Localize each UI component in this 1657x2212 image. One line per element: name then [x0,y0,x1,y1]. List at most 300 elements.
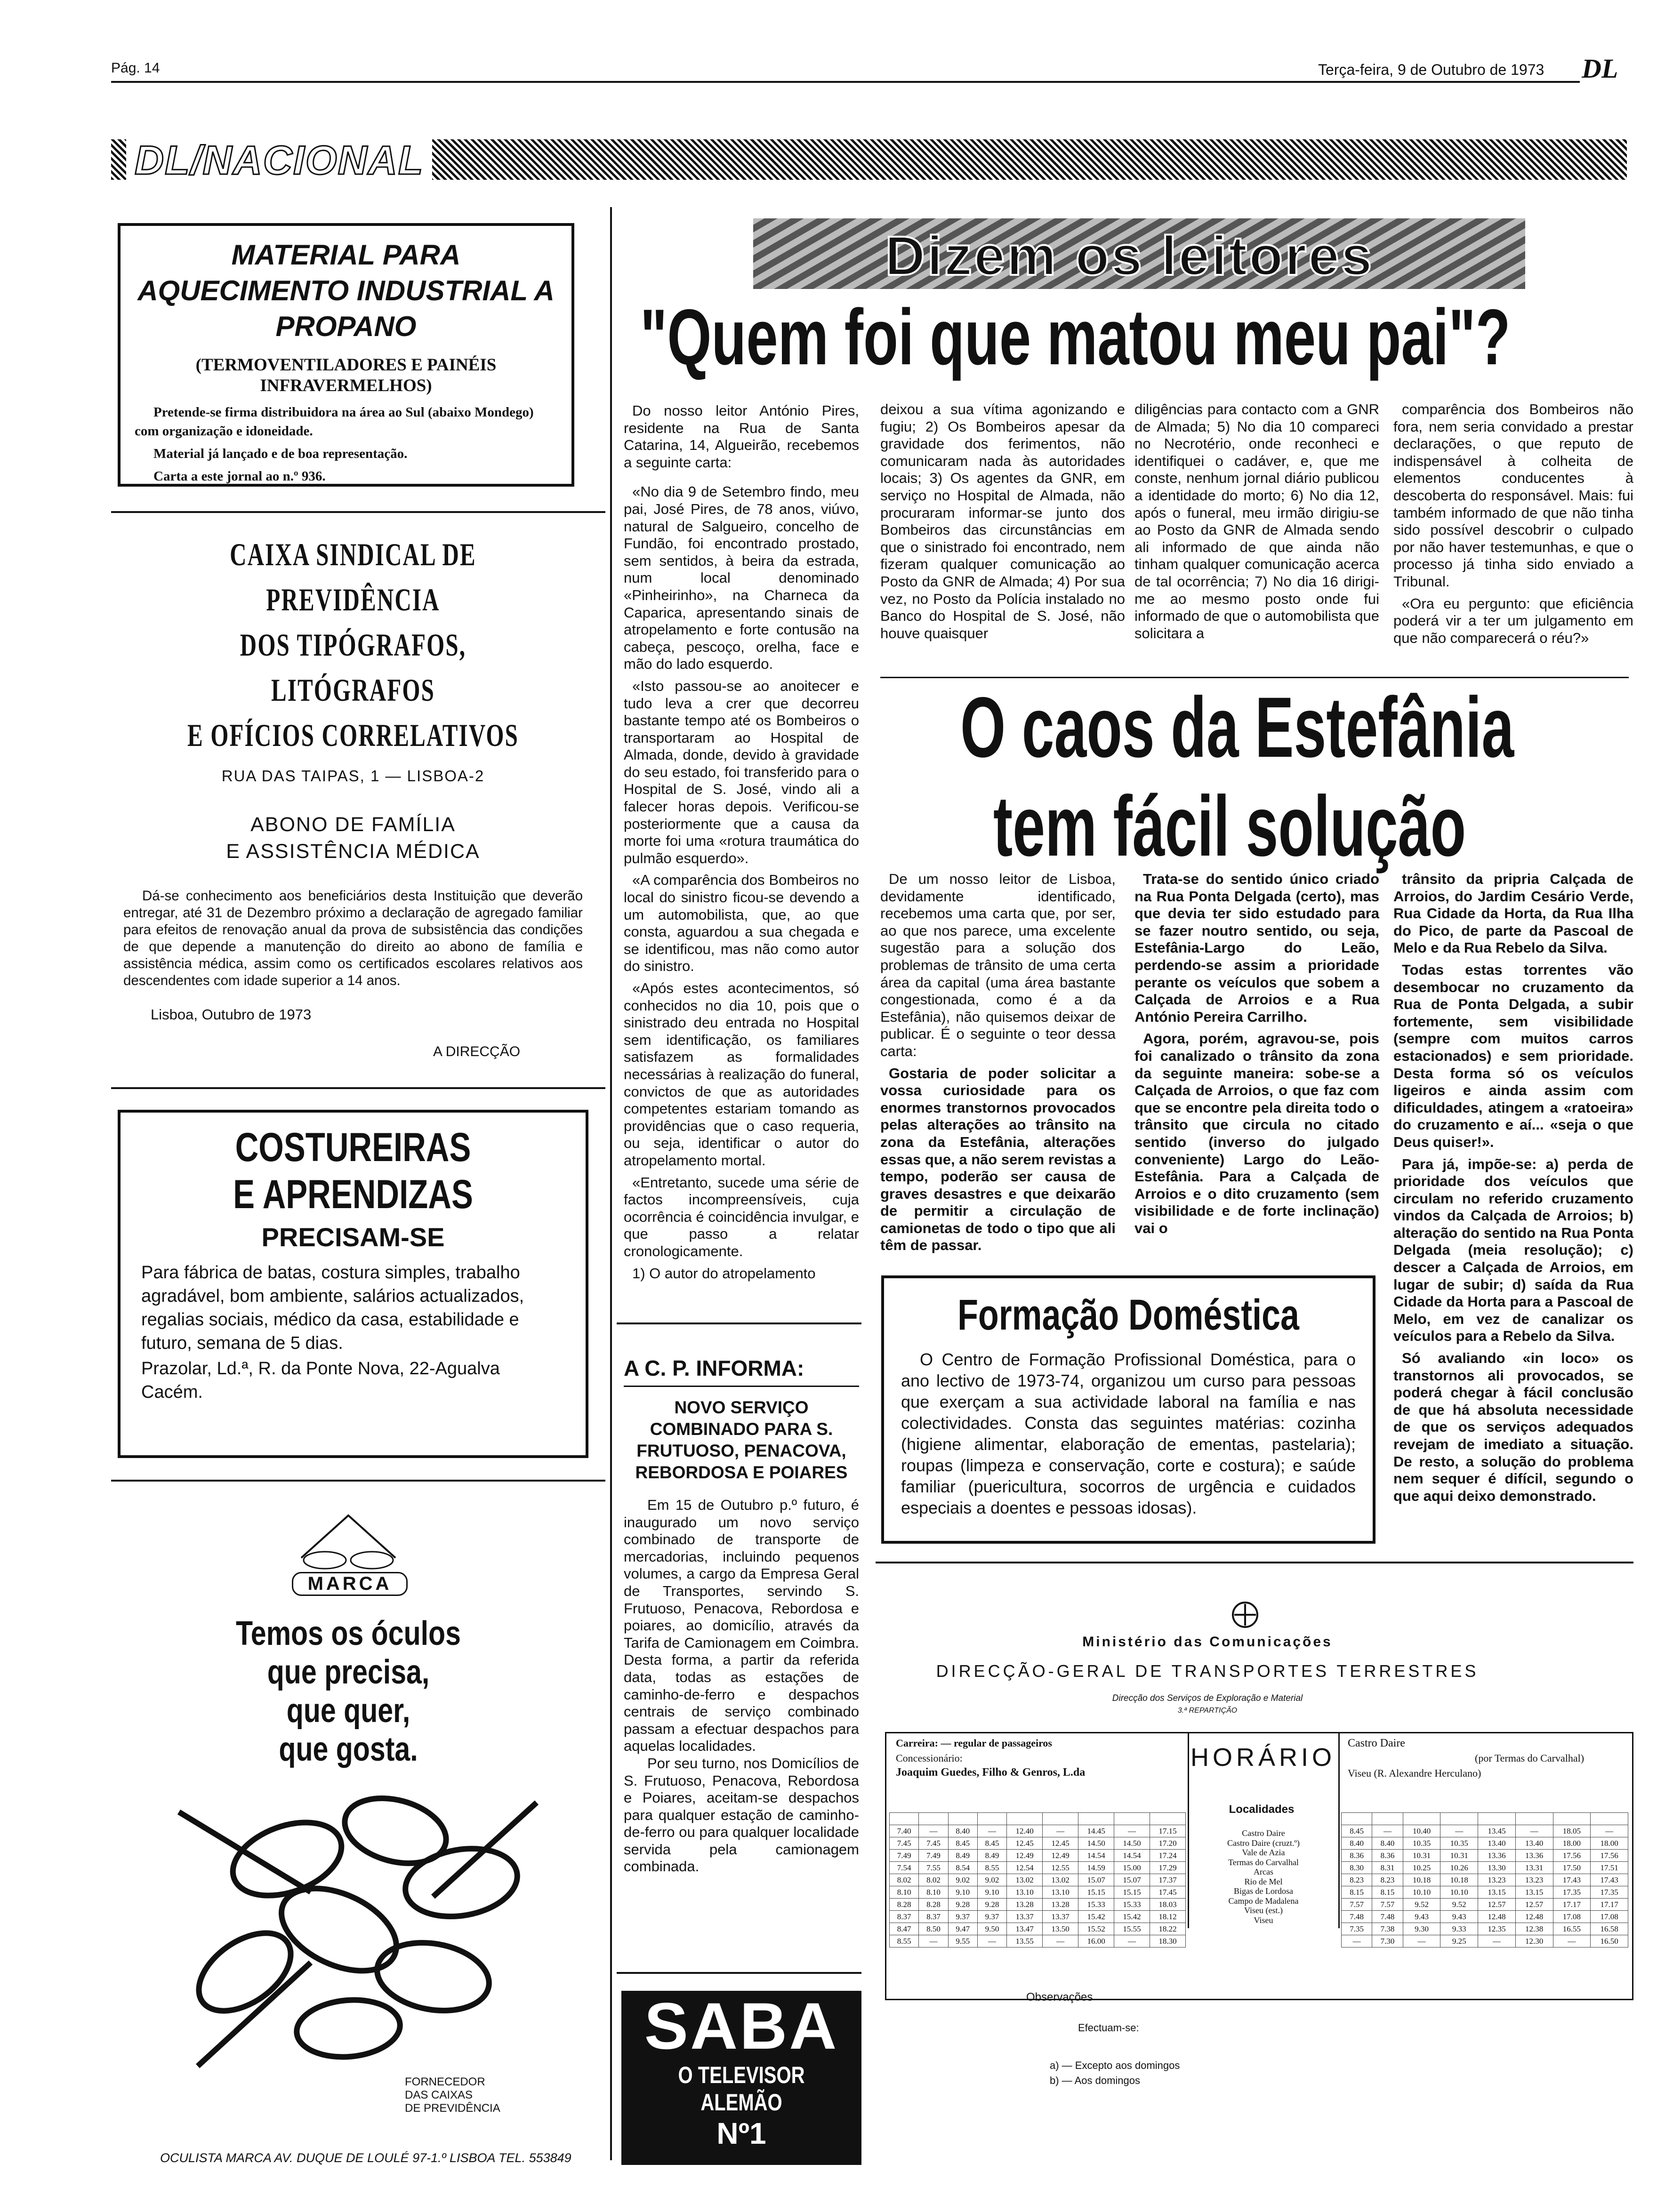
timetable-cell: 18.00 [1591,1837,1628,1850]
timetable-header-cell [1114,1813,1150,1825]
timetable-cell: 7.49 [919,1850,948,1862]
timetable-cell: 13.02 [1007,1874,1043,1886]
divider [111,1480,605,1482]
timetable-cell: — [1440,1825,1478,1837]
timetable-cell: 13.31 [1515,1862,1553,1874]
timetable-cell: 8.49 [948,1850,977,1862]
timetable-cell: 17.08 [1591,1911,1628,1923]
timetable-cell: 12.49 [1007,1850,1043,1862]
divider [111,511,605,513]
timetable-cell: 13.50 [1043,1923,1078,1935]
timetable-row [1342,1886,1628,1899]
timetable-cell: 7.40 [890,1825,919,1837]
timetable-cell: 15.07 [1114,1874,1150,1886]
timetable-cell: — [1043,1825,1078,1837]
timetable-cell: 15.33 [1078,1899,1114,1911]
timetable-cell: 7.45 [890,1837,919,1850]
timetable-cell: 10.31 [1440,1850,1478,1862]
timetable-cell: — [1114,1825,1150,1837]
cp-notice [624,1355,859,1875]
timetable-cell: 8.02 [919,1874,948,1886]
timetable-cell: 17.51 [1591,1862,1628,1874]
formacao-box [881,1275,1375,1544]
timetable-localidades [1190,1828,1336,1925]
timetable-cell: 12.45 [1043,1837,1078,1850]
timetable-cell: 9.10 [948,1886,977,1899]
timetable-cell: 9.28 [977,1899,1006,1911]
timetable-cell: 9.33 [1440,1923,1478,1935]
timetable-cell: 8.40 [948,1825,977,1837]
timetable-cell: 8.55 [890,1935,919,1948]
timetable-cell: 13.15 [1478,1886,1516,1899]
caixa-title-3: E OFÍCIOS CORRELATIVOS [187,717,519,753]
timetable-cell: 7.30 [1372,1935,1403,1948]
timetable-cell: 9.50 [977,1923,1006,1935]
timetable-row [890,1862,1186,1874]
ad-costureiras [118,1110,588,1458]
timetable-cell: 12.38 [1515,1923,1553,1935]
timetable-header-cell [1403,1813,1440,1825]
timetable-localidade: Bigas de Lordosa [1234,1886,1293,1896]
timetable-cell: 8.49 [977,1850,1006,1862]
caixa-title-1: CAIXA SINDICAL DE PREVIDÊNCIA [230,537,476,617]
timetable-cell: 9.43 [1440,1911,1478,1923]
caixa-sub-2: E ASSISTÊNCIA MÉDICA [226,840,480,863]
ad-propano [118,223,574,487]
timetable-localidade: Termas do Carvalhal [1228,1857,1299,1867]
timetable-row [890,1874,1186,1886]
timetable-cell: — [1553,1935,1591,1948]
leitores-col-1 [624,402,859,1287]
timetable-cell: 13.45 [1478,1825,1516,1837]
timetable [885,1732,1633,2000]
divider [617,1322,861,1324]
newspaper-logo: DL [1582,53,1618,84]
marca-supplier-3: DE PREVIDÊNCIA [405,2102,500,2115]
timetable-cell: 18.00 [1553,1837,1591,1850]
timetable-cell: — [1478,1935,1516,1948]
timetable-note-b: b) — Aos domingos [1050,2075,1140,2086]
timetable-localidade: Castro Daire [1242,1828,1285,1838]
timetable-cell: 7.38 [1372,1923,1403,1935]
timetable-cell: 10.35 [1440,1837,1478,1850]
ad-saba [621,1991,861,2165]
timetable-cell: 18.30 [1150,1935,1186,1948]
timetable-cell: 17.17 [1591,1899,1628,1911]
timetable-header-cell [977,1813,1006,1825]
timetable-localidades-label: Localidades [1229,1803,1295,1816]
cp-subtitle: NOVO SERVIÇO COMBINADO PARA S. FRUTUOSO, PENACOVA, REBORDOSA E POIARES [635,1398,848,1482]
ministry-dept: DIRECÇÃO-GERAL DE TRANSPORTES TERRESTRES [936,1661,1479,1681]
timetable-cell: 13.47 [1007,1923,1043,1935]
ad-propano-title: MATERIAL PARA AQUECIMENTO INDUSTRIAL A PROPANO [137,239,555,342]
estefania-col-2a: Trata-se do sentido único criado na Rua Ponta Delgada (certo), mas que devia ter sido estudado para se fazer noutro sentido, ou seja, Estefânia-Largo do Leão, perdendo-se assim a prioridade perante os veículos que sobem a Calçada de Arroios e a Rua António Pereira Carrilho. [1134,871,1379,1025]
timetable-cell: — [1591,1825,1628,1837]
timetable-cell: 10.31 [1403,1850,1440,1862]
leitores-p3: «A comparência dos Bombeiros no local do sinistro ficou-se devendo a um automobilista, que, ao que consta, aguardou a sua chegada e se identificou, mas não como autor do sinistro. [624,872,859,975]
timetable-cell: 17.45 [1150,1886,1186,1899]
timetable-row [890,1935,1186,1948]
costureiras-title-2: E APRENDIZAS [233,1172,473,1217]
divider [876,1562,1633,1563]
timetable-row [890,1837,1186,1850]
marca-slogan-1: Temos os óculos [236,1615,461,1652]
estefania-col-3a: trânsito da pripria Calçada de Arroios, do Jardim Cesário Verde, Rua Cidade da Horta, da Rua Ilha do Pico, de parte da Pascoal de Melo e da Rua Rebelo da Silva. [1393,871,1633,956]
saba-line-2: Nº1 [716,2116,766,2150]
glasses-logo-icon [292,1511,405,1572]
timetable-cell: 17.43 [1591,1874,1628,1886]
timetable-cell: 13.28 [1043,1899,1078,1911]
timetable-cell: 8.30 [1342,1862,1372,1874]
timetable-cell: 9.52 [1403,1899,1440,1911]
timetable-row [890,1825,1186,1837]
estefania-col-3 [1393,871,1633,1509]
timetable-cell: 7.48 [1372,1911,1403,1923]
estefania-col-2b: Agora, porém, agravou-se, pois foi canalizado o trânsito da zona da seguinte maneira: sobe-se a Calçada de Arroios, o que faz com que se encontre pela direita todo o trânsito que circula no citado sentido (inverso do julgado conveniente) Largo do Leão-Estefânia. Para a Calçada de Arroios e o dito cruzamento (sem visibilidade e de forte inclinação) vai o [1134,1030,1379,1236]
timetable-cell: 12.35 [1478,1923,1516,1935]
timetable-cell: 9.10 [977,1886,1006,1899]
timetable-cell: 8.54 [948,1862,977,1874]
timetable-dest: Castro Daire [1348,1737,1405,1749]
timetable-cell: 16.50 [1591,1935,1628,1948]
cp-p1: Em 15 de Outubro p.º futuro, é inaugurado um novo serviço combinado de transporte de mercadorias, incluindo pequenos volumes, a cargo da Empresa Geral de Transportes, servindo S. Frutuoso, Penacova, Rebordosa e poiares, ao domicílio, através da Tarifa de Camionagem em Coimbra. Desta forma, a partir da referida data, todas as estações de caminho-de-ferro e despachos centrais de serviço combinado passam a efectuar despachos para aquelas localidades. [624,1497,859,1755]
section-banner-label: DL/NACIONAL [126,137,432,184]
timetable-cell: 12.45 [1007,1837,1043,1850]
timetable-cell: 17.29 [1150,1862,1186,1874]
costureiras-title-1: COSTUREIRAS [235,1125,471,1170]
timetable-cell: 17.35 [1591,1886,1628,1899]
timetable-row [1342,1825,1628,1837]
timetable-localidade: Campo de Madalena [1228,1896,1299,1906]
timetable-cell: 13.23 [1478,1874,1516,1886]
timetable-cell: — [1372,1825,1403,1837]
timetable-header-cell [948,1813,977,1825]
leitores-p2: «Isto passou-se ao anoitecer e tudo leva a crer que decorreu bastante tempo até os Bombeiros o transportaram ao Hospital de Almada, donde, devido à gravidade do seu estado, foi transferido para o Hospital de S. José, vindo ali a falecer horas depois. Verificou-se posteriormente que a causa da morte foi uma «rotura traumática do pulmão esquerdo». [624,677,859,866]
timetable-cell: 13.30 [1478,1862,1516,1874]
timetable-cell: 17.37 [1150,1874,1186,1886]
leitores-p5: «Entretanto, sucede uma série de factos incompreensíveis, cuja ocorrência é coincidência invulgar, e que passo a relatar cronologicamente. [624,1174,859,1259]
costureiras-sub: PRECISAM-SE [261,1222,445,1252]
timetable-header-cell [1591,1813,1628,1825]
timetable-cell: 8.47 [890,1923,919,1935]
timetable-cell: 15.42 [1078,1911,1114,1923]
caixa-address: RUA DAS TAIPAS, 1 — LISBOA-2 [221,767,485,785]
marca-slogan-2: que precisa, [267,1653,430,1691]
timetable-cell: 10.18 [1403,1874,1440,1886]
ministry-rep: 3.ª REPARTIÇÃO [1177,1707,1238,1715]
saba-line-1: O TELEVISOR ALEMÃO [678,2062,805,2116]
timetable-header-cell [1515,1813,1553,1825]
timetable-cell: 8.10 [890,1886,919,1899]
timetable-cell: 9.02 [977,1874,1006,1886]
timetable-cell: 12.48 [1515,1911,1553,1923]
timetable-cell: 13.40 [1478,1837,1516,1850]
page-number: Pág. 14 [111,60,160,76]
timetable-cell: 9.43 [1403,1911,1440,1923]
timetable-cell: 8.28 [890,1899,919,1911]
timetable-cell: 13.10 [1007,1886,1043,1899]
timetable-row [890,1899,1186,1911]
timetable-cell: 15.55 [1114,1923,1150,1935]
divider [617,1972,861,1974]
timetable-dest-3: Viseu (R. Alexandre Herculano) [1348,1767,1481,1779]
timetable-cell: 7.49 [890,1850,919,1862]
marca-slogan-4: que gosta. [279,1731,418,1768]
timetable-cell: 15.07 [1078,1874,1114,1886]
timetable-row [1342,1935,1628,1948]
estefania-col-1b: Gostaria de poder solicitar a vossa curiosidade para os enormes transtornos provocados pelas alterações ao trânsito na zona da Estefânia, alterações essas que, a não serem revistas a tempo, poderão ser causa de graves desastres e que deixarão de permitir a circulação de camionetas de todo o tipo que ali têm de passar. [880,1065,1116,1254]
estefania-col-1 [880,871,1116,1259]
timetable-cell: 9.28 [948,1899,977,1911]
timetable-cell: 13.36 [1515,1850,1553,1862]
timetable-cell: 17.24 [1150,1850,1186,1862]
timetable-cell: 15.33 [1114,1899,1150,1911]
ad-propano-subtitle: (TERMOVENTILADORES E PAINÉIS INFRAVERMELHOS) [195,355,497,395]
timetable-cell: 8.10 [919,1886,948,1899]
timetable-cell: 14.45 [1078,1825,1114,1837]
timetable-cell: 7.54 [890,1862,919,1874]
marca-footer: OCULISTA MARCA AV. DUQUE DE LOULÉ 97-1.º LISBOA TEL. 553849 [160,2151,571,2165]
divider [1338,1733,1340,1928]
caixa-sign: A DIRECÇÃO [433,1044,521,1059]
timetable-cell: 10.40 [1403,1825,1440,1837]
timetable-cell: 17.50 [1553,1862,1591,1874]
header-rule [111,81,1580,83]
timetable-cell: 9.30 [1403,1923,1440,1935]
timetable-cell: — [1114,1935,1150,1948]
ministry-name: Ministério das Comunicações [1082,1634,1333,1650]
estefania-headline-2: tem fácil solução [993,778,1466,874]
timetable-cell: — [919,1935,948,1948]
timetable-cell: 14.54 [1078,1850,1114,1862]
timetable-cell: 18.05 [1553,1825,1591,1837]
estefania-headline-1: O caos da Estefânia [960,679,1514,775]
estefania-col-3d: Só avaliando «in loco» os transtornos ali provocados, se poderá chegar à fácil conclusão de que há absoluta necessidade de que os serviços adequados revejam de imediato a situação. De resto, a solução do problema nem sequer é difícil, segundo o que aqui deixo demonstrado. [1393,1350,1633,1504]
timetable-cell: 16.00 [1078,1935,1114,1948]
divider [624,1386,859,1387]
timetable-cell: 8.40 [1372,1837,1403,1850]
timetable-cell: 17.20 [1150,1837,1186,1850]
page-date: Terça-feira, 9 de Outubro de 1973 [1318,61,1544,78]
timetable-header-cell [1478,1813,1516,1825]
saba-brand: SABA [644,1989,839,2063]
timetable-cell: 7.35 [1342,1923,1372,1935]
timetable-localidade: Arcas [1254,1867,1273,1876]
timetable-cell: 10.25 [1403,1862,1440,1874]
timetable-localidade: Viseu [1254,1915,1273,1925]
leitores-p6: 1) O autor do atropelamento [632,1265,816,1282]
divider [1188,1733,1189,1928]
marca-supplier-2: DAS CAIXAS [405,2089,473,2101]
timetable-cell: — [977,1825,1006,1837]
timetable-cell: 9.55 [948,1935,977,1948]
timetable-left [889,1812,1186,1948]
timetable-row [1342,1837,1628,1850]
timetable-cell: 8.37 [890,1911,919,1923]
divider [111,1087,605,1089]
timetable-row [1342,1874,1628,1886]
leitores-intro: Do nosso leitor António Pires, residente na Rua de Santa Catarina, 14, Algueirão, recebemos a seguinte carta: [624,402,859,471]
timetable-cell: 14.50 [1114,1837,1150,1850]
timetable-header-cell [1007,1813,1043,1825]
timetable-cell: 13.36 [1478,1850,1516,1862]
ad-marca [141,1492,584,2165]
glasses-pile-image [169,1774,555,2076]
timetable-cell: 10.10 [1440,1886,1478,1899]
timetable-cell: 17.35 [1553,1886,1591,1899]
timetable-cell: 15.00 [1114,1862,1150,1874]
cp-title: A C. P. INFORMA: [624,1356,804,1380]
timetable-cell: 12.40 [1007,1825,1043,1837]
timetable-localidade: Rio de Mel [1244,1876,1283,1886]
timetable-cell: 17.17 [1553,1899,1591,1911]
timetable-cell: 10.26 [1440,1862,1478,1874]
estefania-col-3c: Para já, impõe-se: a) perda de prioridade dos veículos que circulam no referido cruzamento vindos da Calçada de Arroios; b) alteração do sentido na Rua Ponta Delgada (meia resolução); c) descer a Calçada de Arroios, em lugar de subir; d) saída da Rua Cidade da Horta para a Pascoal de Melo, em vez de canalizar os veículos para a Rebelo da Silva. [1393,1155,1633,1345]
ad-propano-line3: Carta a este jornal ao n.º 936. [153,469,326,484]
ministry-sub: Direcção dos Serviços de Exploração e Material [1112,1693,1303,1703]
timetable-cell: 17.08 [1553,1911,1591,1923]
timetable-cell: 8.45 [948,1837,977,1850]
timetable-cell: 9.52 [1440,1899,1478,1911]
timetable-cell: 13.37 [1007,1911,1043,1923]
timetable-cell: 12.57 [1515,1899,1553,1911]
leitores-col-3: diligências para contacto com a GNR de Almada; 5) No dia 10 compareci no Necrotério, onde reconheci e identifiquei o cadáver, e, que me conste, nenhum jornal diário publicou a identidade do morto; 6) No dia 12, após o funeral, meu irmão dirigiu-se ao Posto da GNR de Almada sendo ali informado de que ainda não tinham qualquer comunicação acerca de tal ocorrência; 7) No dia 16 dirigi-me ao mesmo posto onde fui informado de que o automobilista que solicitara a [1134,401,1379,641]
timetable-header-row [890,1813,1186,1825]
timetable-cell: 13.10 [1043,1886,1078,1899]
timetable-row [1342,1850,1628,1862]
timetable-cell: 12.55 [1043,1862,1078,1874]
timetable-cell: — [1515,1825,1553,1837]
timetable-cell: 13.28 [1007,1899,1043,1911]
timetable-cell: 8.50 [919,1923,948,1935]
cp-p2: Por seu turno, nos Domicílios de S. Frutuoso, Penacova, Rebordosa e Poiares, aceitam-se despachos para qualquer estação de caminho-de-ferro ou para qualquer localidade servida pela camionagem combinada. [624,1755,859,1875]
formacao-body: O Centro de Formação Profissional Doméstica, para o ano lectivo de 1973-74, organizou um curso para pessoas que exerçam a sua actividade laboral na família e nas colectividades. Consta das seguintes matérias: cozinha (higiene alimentar, elaboração de ementas, pastelaria); roupas (limpeza e conservação, corte e costura); e saúde familiar (puericultura, socorros de urgência e cuidados especiais a doentes e pessoas idosas). [901,1350,1356,1517]
timetable-row [890,1911,1186,1923]
timetable-cell: 12.54 [1007,1862,1043,1874]
timetable-cell: 8.23 [1342,1874,1372,1886]
timetable-row [890,1850,1186,1862]
leitores-col-2: deixou a sua vítima agonizando e fugiu; 2) Os Bombeiros apesar da gravidade dos ferimentos, não comunicaram nada às autoridades locais; 3) Os agentes da GNR, em serviço no Hospital de Almada, não procuraram informar-se junto dos Bombeiros das circunstâncias em que o sinistrado foi encontrado, nem fizeram qualquer comunicação ao Posto da GNR de Almada; 4) Por sua vez, no Posto da Polícia instalado no Banco do Hospital de S. José, não houve quaisquer [880,401,1125,641]
timetable-row [890,1923,1186,1935]
timetable-cell: 18.03 [1150,1899,1186,1911]
timetable-header-cell [1440,1813,1478,1825]
timetable-cell: 8.40 [1342,1837,1372,1850]
timetable-cell: 15.52 [1078,1923,1114,1935]
timetable-cell: 17.56 [1553,1850,1591,1862]
costureiras-contact: Prazolar, Ld.ª, R. da Ponte Nova, 22-Agualva Cacém. [141,1359,500,1402]
timetable-cell: 8.36 [1372,1850,1403,1862]
timetable-cell: 9.47 [948,1923,977,1935]
timetable-cell: 7.45 [919,1837,948,1850]
timetable-cell: 8.31 [1372,1862,1403,1874]
timetable-cell: 13.02 [1043,1874,1078,1886]
coat-of-arms-icon [1229,1598,1262,1631]
timetable-cell: 14.54 [1114,1850,1150,1862]
timetable-cell: 12.30 [1515,1935,1553,1948]
timetable-cell: 7.55 [919,1862,948,1874]
timetable-localidade: Viseu (est.) [1244,1906,1283,1915]
timetable-cell: 13.23 [1515,1874,1553,1886]
timetable-cell: 15.42 [1114,1911,1150,1923]
leitores-p4: «Após estes acontecimentos, só conhecidos no dia 10, pois que o sinistrado deu entrada no Hospital sem identificação, os familiares satisfazem as formalidades necessárias à realização do funeral, convictos de que as autoridades competentes estariam tomando as providências que o caso requeria, ou seja, identificar o autor do atropelamento mortal. [624,980,859,1169]
timetable-row [1342,1899,1628,1911]
timetable-row [1342,1911,1628,1923]
timetable-cell: 15.15 [1114,1886,1150,1899]
timetable-cell: 7.48 [1342,1911,1372,1923]
leitores-col-4 [1393,401,1633,651]
timetable-cell: 9.25 [1440,1935,1478,1948]
caixa-place-date: Lisboa, Outubro de 1973 [151,1006,312,1023]
timetable-concessionario: Concessionário: [896,1752,963,1764]
timetable-cell: 10.18 [1440,1874,1478,1886]
costureiras-body: Para fábrica de batas, costura simples, trabalho agradável, bom ambiente, salários actualizados, regalias sociais, médico da casa, estabilidade e futuro, semana de 5 dias. [141,1263,524,1353]
timetable-cell: 12.57 [1478,1899,1516,1911]
timetable-cell: 13.37 [1043,1911,1078,1923]
timetable-cell: 8.37 [919,1911,948,1923]
timetable-obs: Observações [1026,1991,1093,2004]
timetable-cell: — [1342,1935,1372,1948]
timetable-cell: 16.55 [1553,1923,1591,1935]
timetable-cell: 8.15 [1342,1886,1372,1899]
caixa-title-2: DOS TIPÓGRAFOS, LITÓGRAFOS [240,627,467,708]
timetable-header-cell [1342,1813,1372,1825]
timetable-cell: 18.12 [1150,1911,1186,1923]
column-rule [610,207,612,2160]
timetable-cell: 8.55 [977,1862,1006,1874]
timetable-header-row [1342,1813,1628,1825]
leitores-col-4a: comparência dos Bombeiros não fora, nem seria convidado a prestar declarações, o que reputo de indispensável à colheita de elementos conducentes à descoberta do responsável. Mais: fui também informado de que não tinha sido possível descobrir o culpado por não haver testemunhas, e que o processo já tinha sido enviado a Tribunal. [1393,401,1633,590]
ad-propano-line2: Material já lançado e de boa representação. [153,446,408,461]
timetable-header-cell [1553,1813,1591,1825]
timetable-cell: 8.28 [919,1899,948,1911]
timetable-header-cell [1150,1813,1186,1825]
timetable-localidade: Vale de Azia [1242,1848,1285,1857]
timetable-header-cell [919,1813,948,1825]
marca-brand: MARCA [292,1572,408,1596]
leitores-headline: "Quem foi que matou meu pai"? [640,293,1511,381]
leitores-kicker: Dizem os leitores [885,225,1374,287]
timetable-cell: 8.45 [1342,1825,1372,1837]
timetable-cell: 12.49 [1043,1850,1078,1862]
estefania-col-2 [1134,871,1379,1242]
marca-slogan-3: que quer, [286,1692,410,1730]
timetable-cell: 13.15 [1515,1886,1553,1899]
formacao-title: Formação Doméstica [957,1291,1299,1339]
timetable-row [1342,1923,1628,1935]
timetable-cell: 14.59 [1078,1862,1114,1874]
timetable-cell: 9.37 [977,1911,1006,1923]
timetable-efect: Efectuam-se: [1078,2022,1139,2034]
estefania-col-1a: De um nosso leitor de Lisboa, devidamente identificado, recebemos uma carta que, por ser, ao que nos parece, uma excelente sugestão para a solução dos problemas de trânsito de uma certa área da capital (uma área bastante congestionada, como é a da Estefânia), não quisemos deixar de publicar. É o seguinte o teor dessa carta: [880,871,1116,1059]
timetable-cell: 8.15 [1372,1886,1403,1899]
timetable-cell: 16.58 [1591,1923,1628,1935]
timetable-localidade: Castro Daire (cruzt.º) [1227,1838,1300,1848]
timetable-cell: 10.35 [1403,1837,1440,1850]
timetable-cell: 17.43 [1553,1874,1591,1886]
timetable-cell: — [1043,1935,1078,1948]
caixa-body: Dá-se conhecimento aos beneficiários desta Instituição que deverão entregar, até 31 de Dezembro próximo a declaração de agregado familiar para efeitos de renovação anual da prova de subsistência das condições de que depende a manutenção do direito ao abono de família e assistência médica, assim como os certificados escolares relativos aos descendentes com idade superior a 14 anos. [123,888,583,988]
timetable-cell: 8.02 [890,1874,919,1886]
timetable-cell: 13.55 [1007,1935,1043,1948]
caixa-sub-1: ABONO DE FAMÍLIA [250,813,456,836]
timetable-cell: 14.50 [1078,1837,1114,1850]
caixa-notice [118,532,588,1059]
timetable-cell: 12.48 [1478,1911,1516,1923]
timetable-cell: 8.36 [1342,1850,1372,1862]
timetable-cell: 18.22 [1150,1923,1186,1935]
leitores-p1: «No dia 9 de Setembro findo, meu pai, José Pires, de 78 anos, viúvo, natural de Salgueiro, concelho de Fundão, foi encontrado prostado, sem sentidos, à beira da estrada, num local denominado «Pinheirinho», na Charneca da Caparica, apresentando sinais de atropelamento e forte contusão na cabeça, pescoço, orelha, face e mão do lado esquerdo. [624,483,859,673]
timetable-cell: 15.15 [1078,1886,1114,1899]
